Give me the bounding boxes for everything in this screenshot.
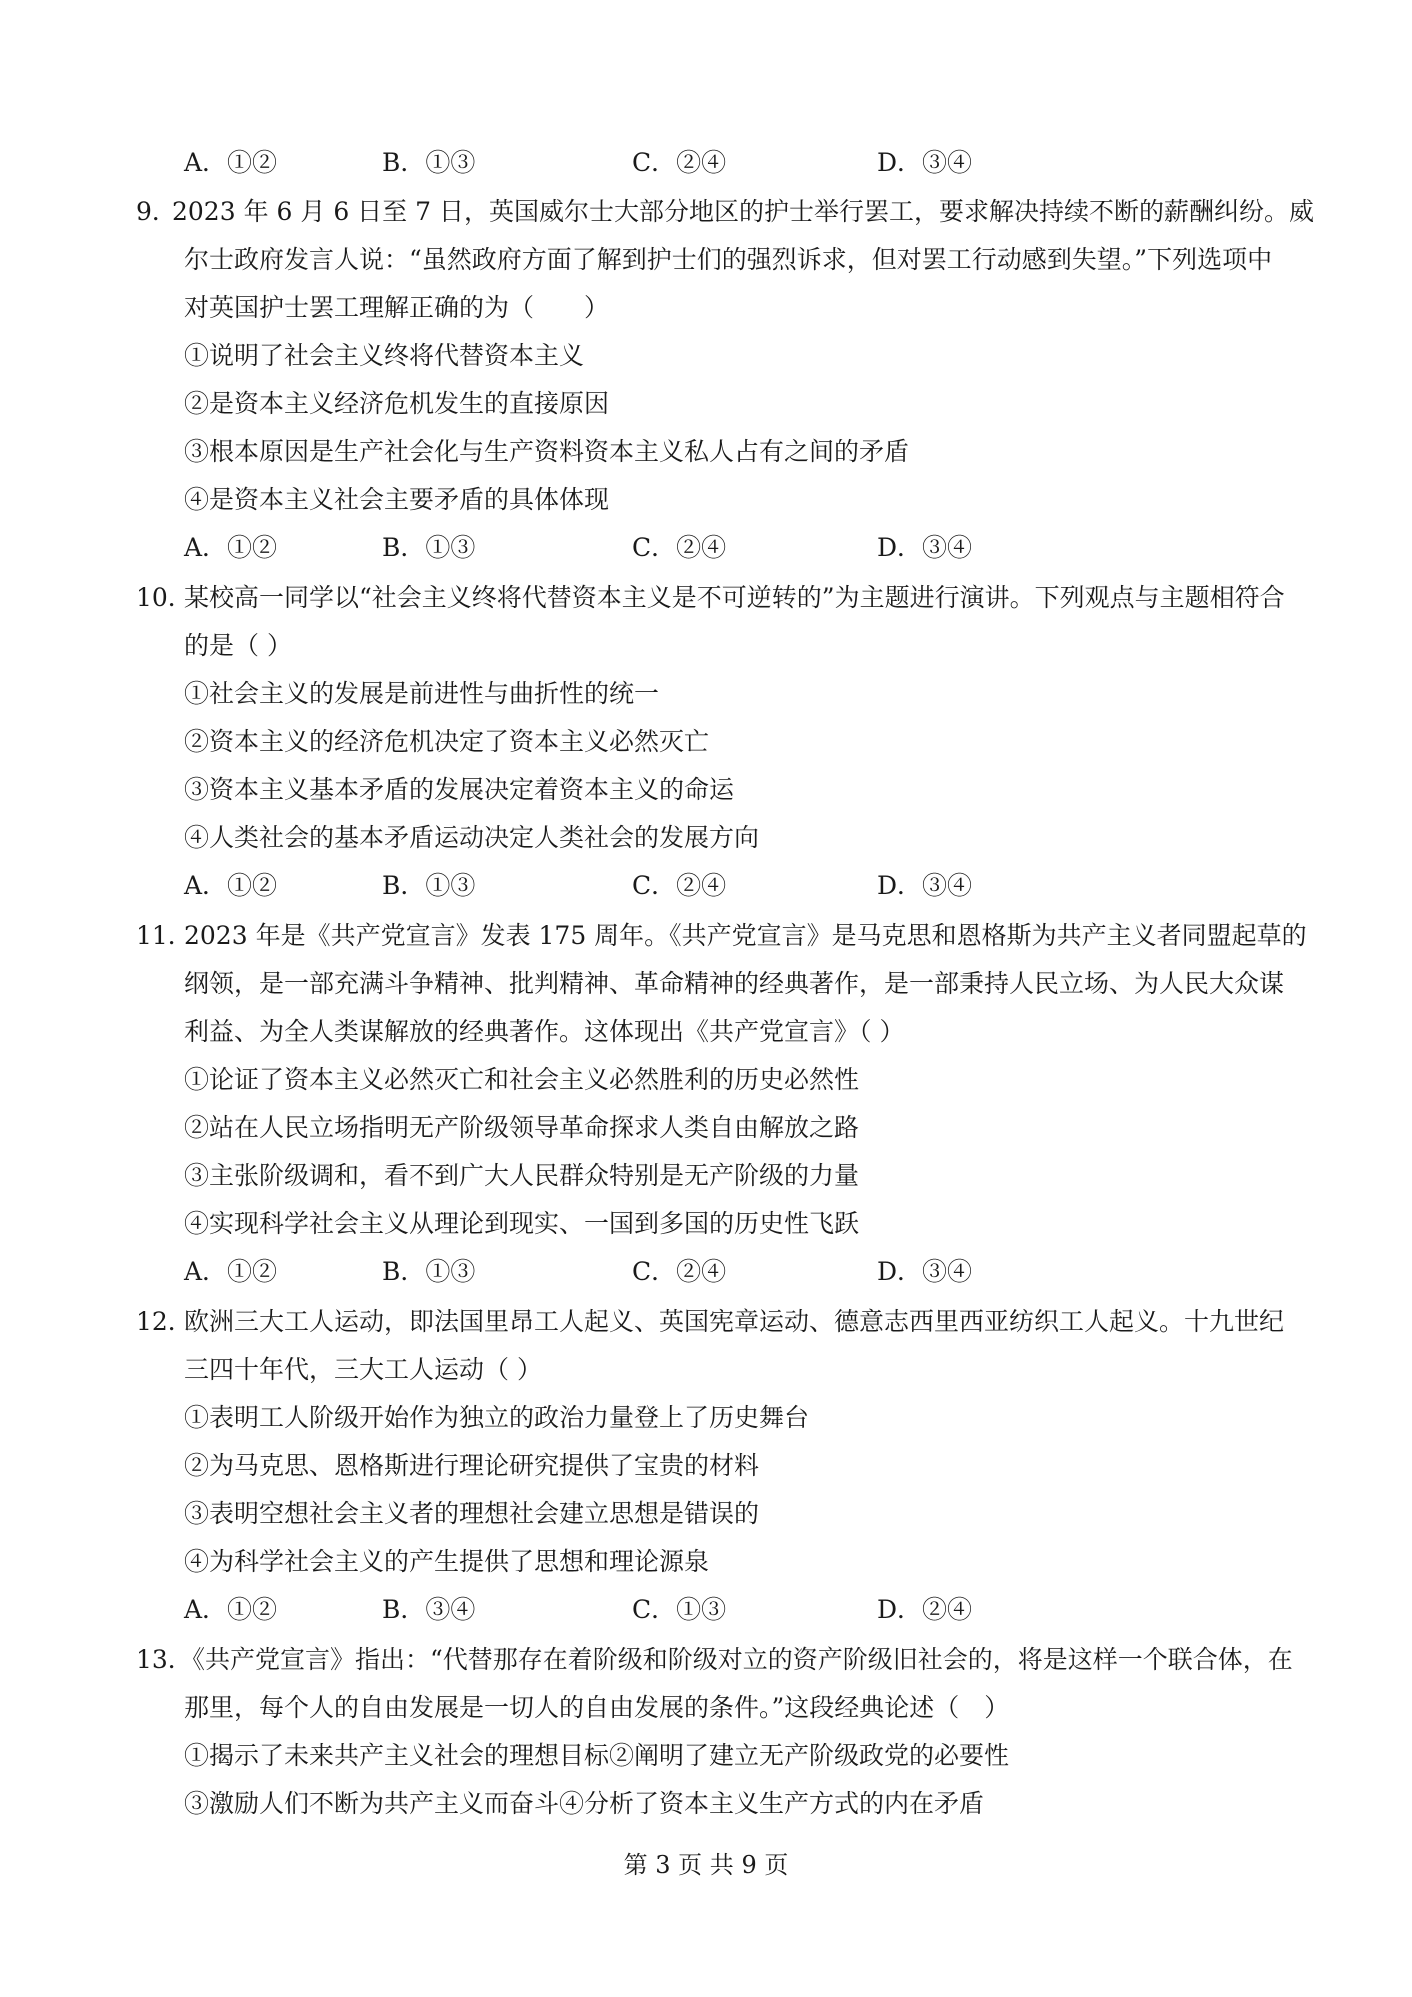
q12-item-3: ③表明空想社会主义者的理想社会建立思想是错误的 [184,1499,760,1528]
q9-item-1: ①说明了社会主义终将代替资本主义 [184,341,585,370]
q10-option-d: D．③④ [877,871,973,900]
q12-option-c: C．①③ [632,1595,727,1624]
q12-stem-line-1: 欧洲三大工人运动，即法国里昂工人起义、英国宪章运动、德意志西里西亚纺织工人起义。十九世纪 [184,1307,1285,1336]
q13-item-line-2: ③激励人们不断为共产主义而奋斗④分析了资本主义生产方式的内在矛盾 [184,1789,985,1818]
q12-item-4: ④为科学社会主义的产生提供了思想和理论源泉 [184,1547,710,1576]
q12-item-1: ①表明工人阶级开始作为独立的政治力量登上了历史舞台 [184,1403,810,1432]
q12-option-d: D．②④ [877,1595,973,1624]
q9-number: 9． [136,197,177,226]
q13-item-line-1: ①揭示了未来共产主义社会的理想目标②阐明了建立无产阶级政党的必要性 [184,1741,1010,1770]
q11-option-b: B．①③ [382,1257,476,1286]
q9-option-c: C．②④ [632,533,727,562]
q13-stem-line-2: 那里，每个人的自由发展是一切人的自由发展的条件。”这段经典论述（ ） [184,1693,1010,1722]
q12-item-2: ②为马克思、恩格斯进行理论研究提供了宝贵的材料 [184,1451,760,1480]
q11-option-c: C．②④ [632,1257,727,1286]
q8-option-d: D．③④ [877,148,973,177]
q9-stem-line-2: 尔士政府发言人说：“虽然政府方面了解到护士们的强烈诉求，但对罢工行动感到失望。”下列选项中 [184,245,1273,274]
q10-item-2: ②资本主义的经济危机决定了资本主义必然灭亡 [184,727,710,756]
q11-option-a: A．①② [184,1257,278,1286]
q10-stem-line-1: 某校高一同学以“社会主义终将代替资本主义是不可逆转的”为主题进行演讲。下列观点与主题相符合 [184,583,1285,612]
q8-option-b: B．①③ [382,148,476,177]
q12-option-a: A．①② [184,1595,278,1624]
q10-item-4: ④人类社会的基本矛盾运动决定人类社会的发展方向 [184,823,760,852]
q9-item-3: ③根本原因是生产社会化与生产资料资本主义私人占有之间的矛盾 [184,437,910,466]
page-footer: 第 3 页 共 9 页 [623,1851,789,1879]
q11-item-4: ④实现科学社会主义从理论到现实、一国到多国的历史性飞跃 [184,1209,860,1238]
q10-item-3: ③资本主义基本矛盾的发展决定着资本主义的命运 [184,775,735,804]
q11-option-d: D．③④ [877,1257,973,1286]
q13-number: 13． [136,1645,193,1674]
q12-stem-line-2: 三四十年代，三大工人运动（ ） [184,1355,542,1384]
q10-item-1: ①社会主义的发展是前进性与曲折性的统一 [184,679,660,708]
q10-stem-line-2: 的是（ ） [184,631,292,660]
q10-option-c: C．②④ [632,871,727,900]
q9-stem-line-3: 对英国护士罢工理解正确的为（ ） [184,293,610,322]
q9-stem-line-1: 2023 年 6 月 6 日至 7 日，英国威尔士大部分地区的护士举行罢工，要求解决持续不断的薪酬纠纷。威 [172,197,1314,226]
q11-item-1: ①论证了资本主义必然灭亡和社会主义必然胜利的历史必然性 [184,1065,860,1094]
q11-stem-line-2: 纲领，是一部充满斗争精神、批判精神、革命精神的经典著作，是一部秉持人民立场、为人民大众谋 [184,969,1285,998]
q8-option-c: C．②④ [632,148,727,177]
q12-number: 12． [136,1307,193,1336]
q9-option-b: B．①③ [382,533,476,562]
q11-number: 11． [136,921,193,950]
q9-option-a: A．①② [184,533,278,562]
q9-item-4: ④是资本主义社会主要矛盾的具体体现 [184,485,610,514]
q10-option-b: B．①③ [382,871,476,900]
q11-stem-line-3: 利益、为全人类谋解放的经典著作。这体现出《共产党宣言》（ ） [184,1017,905,1046]
q11-stem-line-1: 2023 年是《共产党宣言》发表 175 周年。《共产党宣言》是马克思和恩格斯为共产主义者同盟起草的 [184,921,1307,950]
q10-option-a: A．①② [184,871,278,900]
q9-item-2: ②是资本主义经济危机发生的直接原因 [184,389,610,418]
q13-stem-line-1: 《共产党宣言》指出：“代替那存在着阶级和阶级对立的资产阶级旧社会的，将是这样一个联合体，在 [180,1645,1293,1674]
q10-number: 10． [136,583,193,612]
q8-option-a: A．①② [184,148,278,177]
q12-option-b: B．③④ [382,1595,476,1624]
q9-option-d: D．③④ [877,533,973,562]
q11-item-3: ③主张阶级调和，看不到广大人民群众特别是无产阶级的力量 [184,1161,860,1190]
q11-item-2: ②站在人民立场指明无产阶级领导革命探求人类自由解放之路 [184,1113,860,1142]
